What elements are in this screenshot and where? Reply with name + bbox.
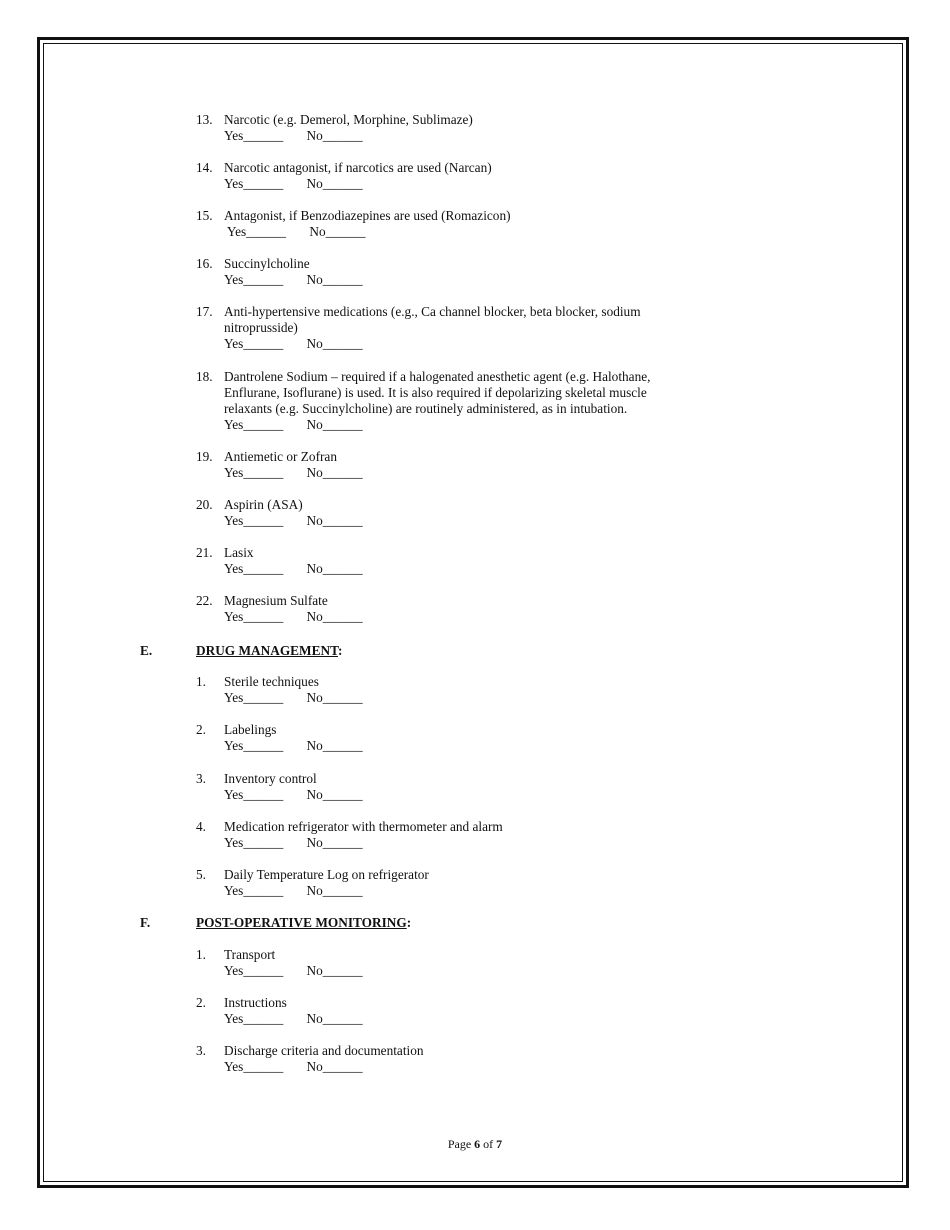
item-number: 15. xyxy=(196,208,213,223)
item-number: 2. xyxy=(196,995,206,1010)
list-item xyxy=(196,208,686,240)
yes-no-field[interactable]: Yes______ No______ xyxy=(224,835,363,850)
list-item xyxy=(196,112,686,144)
item-text: Narcotic (e.g. Demerol, Morphine, Sublimaze) xyxy=(224,112,473,127)
list-item xyxy=(196,867,686,899)
list-item xyxy=(196,449,686,481)
item-number: 5. xyxy=(196,867,206,882)
item-number: 18. xyxy=(196,369,213,384)
yes-no-field[interactable]: Yes______ No______ xyxy=(224,465,363,480)
yes-no-field[interactable]: Yes______ No______ xyxy=(224,128,363,143)
list-item xyxy=(196,593,686,625)
yes-no-field[interactable]: Yes______ No______ xyxy=(224,963,363,978)
item-text: Aspirin (ASA) xyxy=(224,497,303,512)
item-number: 1. xyxy=(196,947,206,962)
footer-of: of xyxy=(480,1137,497,1151)
item-number: 16. xyxy=(196,256,213,271)
list-item xyxy=(196,256,686,288)
footer-prefix: Page xyxy=(447,1137,475,1151)
item-text: Daily Temperature Log on refrigerator xyxy=(224,867,429,882)
item-text: Sterile techniques xyxy=(224,674,319,689)
item-text: Inventory control xyxy=(224,771,317,786)
section-e-title xyxy=(196,643,342,659)
item-number: 19. xyxy=(196,449,213,464)
yes-no-field[interactable]: Yes______ No______ xyxy=(224,513,363,528)
item-text: Labelings xyxy=(224,722,277,737)
section-e-title-colon: : xyxy=(337,643,343,658)
item-text: Lasix xyxy=(224,545,254,560)
yes-no-field[interactable]: Yes______ No______ xyxy=(224,224,366,239)
yes-no-field[interactable]: Yes______ No______ xyxy=(224,336,363,351)
item-number: 13. xyxy=(196,112,213,127)
section-f-title-colon: : xyxy=(406,915,412,930)
item-text: Anti-hypertensive medications (e.g., Ca channel blocker, beta blocker, sodium nitroprusside) xyxy=(224,304,641,335)
page-footer xyxy=(0,1137,950,1152)
list-item xyxy=(196,722,686,754)
list-item xyxy=(196,819,686,851)
list-item xyxy=(196,369,686,433)
list-item xyxy=(196,545,686,577)
item-number: 1. xyxy=(196,674,206,689)
item-number: 21. xyxy=(196,545,213,560)
yes-no-field[interactable]: Yes______ No______ xyxy=(224,176,363,191)
item-number: 22. xyxy=(196,593,213,608)
yes-no-field[interactable]: Yes______ No______ xyxy=(224,609,363,624)
yes-no-field[interactable]: Yes______ No______ xyxy=(224,738,363,753)
item-text: Antiemetic or Zofran xyxy=(224,449,337,464)
yes-no-field[interactable]: Yes______ No______ xyxy=(224,690,363,705)
section-f-title xyxy=(196,915,411,931)
list-item xyxy=(196,304,676,352)
section-f-letter: F. xyxy=(140,915,151,930)
item-text: Transport xyxy=(224,947,276,962)
item-number: 14. xyxy=(196,160,213,175)
item-text: Narcotic antagonist, if narcotics are used (Narcan) xyxy=(224,160,492,175)
list-item xyxy=(196,674,686,706)
item-number: 4. xyxy=(196,819,206,834)
item-text: Instructions xyxy=(224,995,287,1010)
item-number: 3. xyxy=(196,771,206,786)
list-item xyxy=(196,771,686,803)
list-item xyxy=(196,995,686,1027)
yes-no-field[interactable]: Yes______ No______ xyxy=(224,1011,363,1026)
item-text: Discharge criteria and documentation xyxy=(224,1043,424,1058)
yes-no-field[interactable]: Yes______ No______ xyxy=(224,787,363,802)
yes-no-field[interactable]: Yes______ No______ xyxy=(224,272,363,287)
list-item xyxy=(196,497,686,529)
current-page-number: 6 xyxy=(474,1137,481,1151)
yes-no-field[interactable]: Yes______ No______ xyxy=(224,417,363,432)
section-e-letter: E. xyxy=(140,643,153,658)
yes-no-field[interactable]: Yes______ No______ xyxy=(224,883,363,898)
item-number: 3. xyxy=(196,1043,206,1058)
yes-no-field[interactable]: Yes______ No______ xyxy=(224,1059,363,1074)
list-item xyxy=(196,1043,686,1075)
total-page-number: 7 xyxy=(496,1137,503,1151)
item-number: 17. xyxy=(196,304,213,319)
yes-no-field[interactable]: Yes______ No______ xyxy=(224,561,363,576)
section-f-title-text: POST-OPERATIVE MONITORING xyxy=(196,915,407,930)
item-text: Succinylcholine xyxy=(224,256,310,271)
item-text: Magnesium Sulfate xyxy=(224,593,328,608)
item-number: 2. xyxy=(196,722,206,737)
list-item xyxy=(196,160,686,192)
item-text: Antagonist, if Benzodiazepines are used (Romazicon) xyxy=(224,208,511,223)
item-text: Medication refrigerator with thermometer and alarm xyxy=(224,819,503,834)
item-number: 20. xyxy=(196,497,213,512)
section-e-title-text: DRUG MANAGEMENT xyxy=(196,643,338,658)
list-item xyxy=(196,947,686,979)
item-text: Dantrolene Sodium – required if a halogenated anesthetic agent (e.g. Halothane, Enflurane, Isoflurane) is used. It is also required if depolarizing skeletal muscle relaxants (e.g. Succinylcholine) are routinely administered, as in intubation. xyxy=(224,369,651,416)
